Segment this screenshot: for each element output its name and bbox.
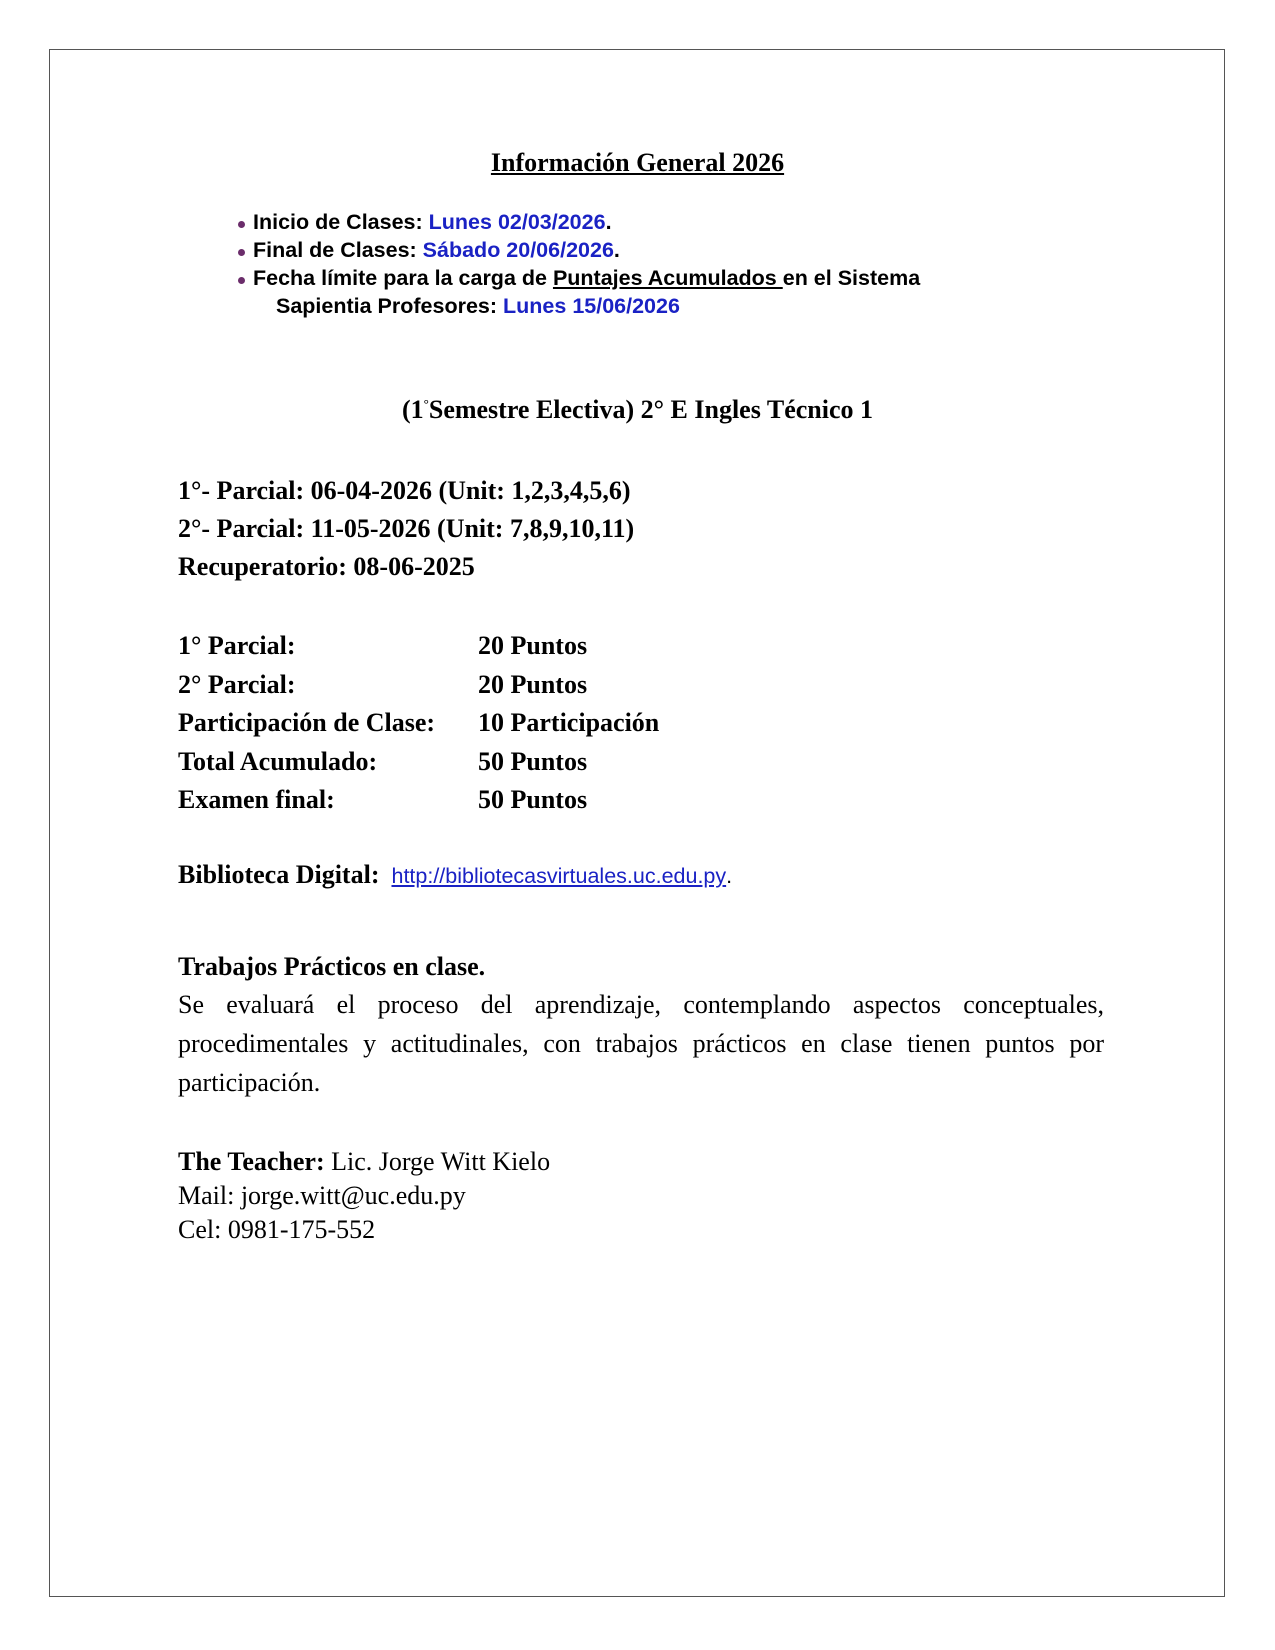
teacher-label: The Teacher: [178, 1147, 325, 1176]
course-rest: Semestre Electiva) 2° E Ingles Técnico 1 [428, 395, 874, 424]
exam-line: Recuperatorio: 08-06-2025 [178, 552, 475, 581]
points-value: 20 Puntos [478, 669, 588, 699]
teacher-mail: Mail: jorge.witt@uc.edu.py [178, 1181, 466, 1210]
degree-sup: ° [423, 396, 429, 411]
start-label: Inicio de Clases: [253, 210, 429, 234]
deadline-line2: Sapientia Profesores: [276, 294, 504, 318]
exam-line: 2°- Parcial: 11-05-2026 (Unit: 7,8,9,10,11) [178, 514, 635, 543]
points-label: Examen final: [178, 785, 335, 814]
end-label: Final de Clases: [253, 238, 423, 262]
points-label: Total Acumulado: [178, 746, 378, 776]
points-row [178, 704, 659, 743]
end-value: Sábado 20/06/2026 [422, 238, 614, 262]
practical-body: Se evaluará el proceso del aprendizaje, contemplando aspectos conceptuales, procedimentales y actitudinales, con trabajos prácticos en clase tienen puntos por participación. [178, 990, 1104, 1097]
teacher-block [178, 1145, 550, 1247]
points-label: 2° Parcial: [178, 669, 296, 699]
teacher-name: Lic. Jorge Witt Kielo [324, 1147, 551, 1176]
points-row [178, 781, 659, 820]
teacher-line [178, 1145, 550, 1179]
document-title: Información General 2026 [490, 148, 785, 177]
points-row [178, 666, 659, 705]
exam-line: 1°- Parcial: 06-04-2026 (Unit: 1,2,3,4,5,6) [178, 476, 631, 505]
bullet-icon [238, 277, 245, 284]
course-open: (1 [401, 395, 424, 424]
exam-schedule [178, 472, 634, 586]
points-row [178, 743, 659, 782]
deadline-value: Lunes 15/06/2026 [503, 294, 680, 318]
course-title [0, 395, 1275, 425]
points-label: Participación de Clase: [178, 708, 436, 737]
points-value: 20 Puntos [478, 631, 588, 660]
teacher-cel: Cel: 0981-175-552 [178, 1215, 376, 1244]
library-label: Biblioteca Digital: [178, 860, 380, 889]
points-value: 10 Participación [478, 708, 660, 737]
start-value: Lunes 02/03/2026 [428, 210, 606, 234]
points-value: 50 Puntos [478, 785, 588, 814]
points-value: 50 Puntos [478, 746, 588, 776]
points-label: 1° Parcial: [178, 631, 296, 660]
points-table [178, 627, 659, 820]
points-row [178, 627, 659, 666]
deadline-suffix: en el Sistema [782, 266, 921, 290]
bullet-icon [238, 249, 245, 256]
dates-list [236, 208, 920, 320]
library-line: Biblioteca Digital: http://bibliotecasvirtuales.uc.edu.py. [178, 860, 733, 889]
list-item-deadline [236, 264, 920, 292]
deadline-prefix: Fecha límite para la carga de [253, 266, 553, 290]
deadline-underlined: Puntajes Acumulados [552, 266, 783, 290]
list-item-end: Final de Clases: Sábado 20/06/2026. [236, 236, 920, 264]
bullet-icon [238, 221, 245, 228]
list-item-start: Inicio de Clases: Lunes 02/03/2026. [236, 208, 920, 236]
practical-heading: Trabajos Prácticos en clase. [178, 952, 486, 981]
library-link[interactable]: http://bibliotecasvirtuales.uc.edu.py [391, 864, 727, 888]
deadline-continuation [236, 292, 920, 320]
